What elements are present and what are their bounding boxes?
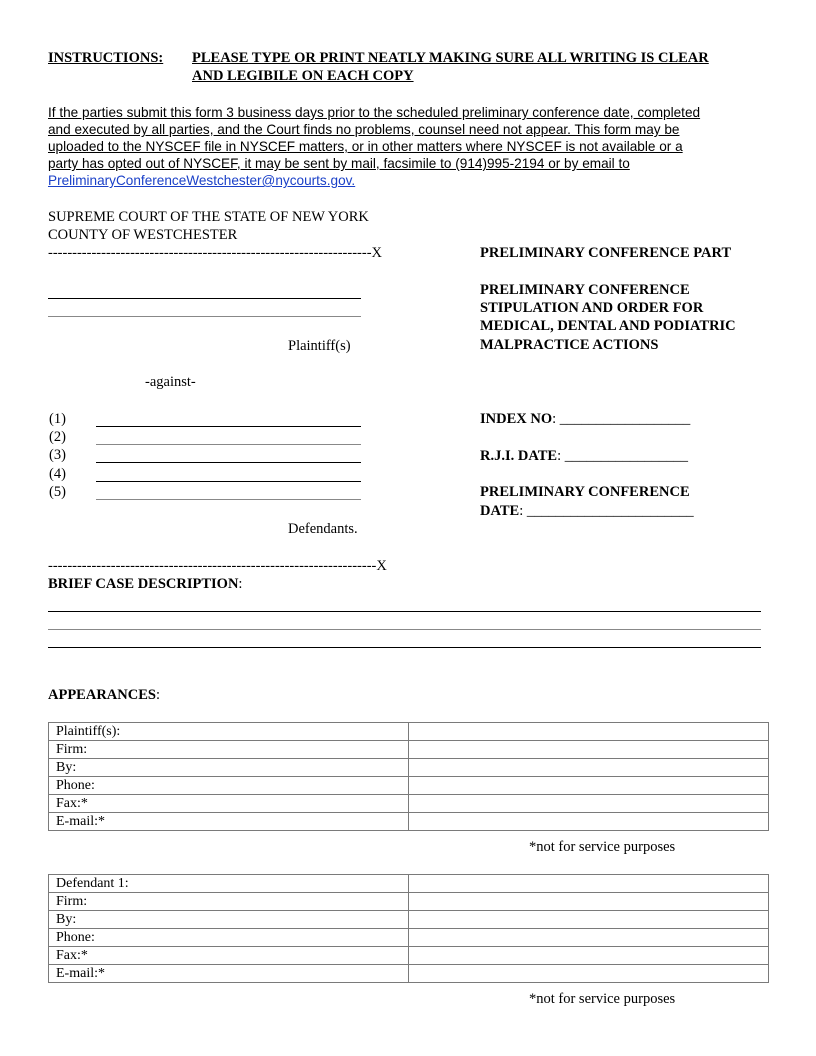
court-name: SUPREME COURT OF THE STATE OF NEW YORK — [48, 209, 369, 225]
defendant-firm-label: Firm: — [49, 893, 409, 911]
defendant-line-4[interactable] — [96, 481, 361, 482]
plaintiff-name-line-1[interactable] — [48, 298, 361, 299]
plaintiff-appearance-table — [48, 722, 769, 831]
plaintiff-email-cell[interactable] — [409, 813, 769, 831]
defendant-appearance-table — [48, 874, 769, 983]
defendant-fax-label: Fax:* — [49, 947, 409, 965]
instructions-line-1: PLEASE TYPE OR PRINT NEATLY MAKING SURE ALL WRITING IS CLEAR — [192, 50, 709, 66]
defendant-phone-cell[interactable] — [409, 929, 769, 947]
table-row — [49, 965, 769, 983]
table-row — [49, 893, 769, 911]
defendant-number-5: (5) — [49, 484, 66, 500]
court-email-link[interactable]: PreliminaryConferenceWestchester@nycourts.gov. — [48, 173, 356, 188]
defendant-by-cell[interactable] — [409, 911, 769, 929]
notice-line-1: If the parties submit this form 3 business days prior to the scheduled preliminary conference date, completed — [48, 105, 701, 120]
case-description-line-1[interactable] — [48, 611, 761, 612]
caption-divider-top: -------------------------------------------------------------------X — [48, 245, 382, 261]
defendant-line-2[interactable] — [96, 444, 361, 445]
plaintiff-firm-label: Firm: — [49, 741, 409, 759]
defendants-label: Defendants. — [288, 521, 358, 537]
case-description-line-3[interactable] — [48, 647, 761, 648]
notice-line-4: party has opted out of NYSCEF, it may be sent by mail, facsimile to (914)995-2194 or by email to — [48, 156, 630, 171]
plaintiff-by-label: By: — [49, 759, 409, 777]
appearances-label: APPEARANCES — [48, 687, 156, 703]
defendant-phone-label: Phone: — [49, 929, 409, 947]
rji-date-blank: : _________________ — [557, 448, 688, 464]
plaintiff-fax-label: Fax:* — [49, 795, 409, 813]
case-description-line-2[interactable] — [48, 629, 761, 630]
notice-line-2: and executed by all parties, and the Court finds no problems, counsel need not appear. This form may be — [48, 122, 680, 137]
stipulation-title-line-1: PRELIMINARY CONFERENCE — [480, 282, 690, 298]
defendant-fax-cell[interactable] — [409, 947, 769, 965]
stipulation-title-line-4: MALPRACTICE ACTIONS — [480, 337, 659, 353]
table-row — [49, 723, 769, 741]
defendant-by-label: By: — [49, 911, 409, 929]
county-name: COUNTY OF WESTCHESTER — [48, 227, 238, 243]
conference-date-label-line-1: PRELIMINARY CONFERENCE — [480, 484, 690, 500]
brief-case-description-heading — [48, 576, 242, 593]
conference-date-blank: : _______________________ — [519, 503, 694, 519]
plaintiff-firm-cell[interactable] — [409, 741, 769, 759]
defendant-number-1: (1) — [49, 411, 66, 427]
table-row — [49, 741, 769, 759]
appearances-heading — [48, 687, 160, 704]
table-row — [49, 813, 769, 831]
defendant-footnote: *not for service purposes — [529, 991, 676, 1007]
plaintiff-phone-cell[interactable] — [409, 777, 769, 795]
defendant-line-1[interactable] — [96, 426, 361, 427]
table-row — [49, 911, 769, 929]
defendant-line-5[interactable] — [96, 499, 361, 500]
plaintiff-name-line-2[interactable] — [48, 316, 361, 317]
brief-case-description-colon: : — [238, 576, 243, 592]
table-row — [49, 777, 769, 795]
conference-date-label: DATE — [480, 503, 520, 519]
defendant-line-3[interactable] — [96, 462, 361, 463]
plaintiff-name-cell[interactable] — [409, 723, 769, 741]
stipulation-title-line-3: MEDICAL, DENTAL AND PODIATRIC — [480, 318, 736, 334]
stipulation-title-line-2: STIPULATION AND ORDER FOR — [480, 300, 704, 316]
plaintiff-fax-cell[interactable] — [409, 795, 769, 813]
index-number-field[interactable] — [480, 411, 690, 428]
against-label: -against- — [145, 374, 196, 390]
table-row — [49, 947, 769, 965]
plaintiff-email-label: E-mail:* — [49, 813, 409, 831]
defendant-name-cell[interactable] — [409, 875, 769, 893]
plaintiff-phone-label: Phone: — [49, 777, 409, 795]
rji-date-label: R.J.I. DATE — [480, 448, 558, 464]
conference-date-field[interactable] — [480, 503, 694, 520]
defendant-name-label: Defendant 1: — [49, 875, 409, 893]
instructions-line-2: AND LEGIBILE ON EACH COPY — [192, 68, 414, 84]
defendant-number-3: (3) — [49, 447, 66, 463]
index-number-label: INDEX NO — [480, 411, 553, 427]
table-row — [49, 875, 769, 893]
instructions-label: INSTRUCTIONS: — [48, 50, 164, 66]
defendant-number-2: (2) — [49, 429, 66, 445]
table-row — [49, 929, 769, 947]
table-row — [49, 759, 769, 777]
table-row — [49, 795, 769, 813]
brief-case-description-label: BRIEF CASE DESCRIPTION — [48, 576, 239, 592]
defendant-firm-cell[interactable] — [409, 893, 769, 911]
caption-divider-bottom: --------------------------------------------------------------------X — [48, 558, 387, 574]
part-title: PRELIMINARY CONFERENCE PART — [480, 245, 732, 261]
plaintiff-label: Plaintiff(s) — [288, 338, 351, 354]
index-number-blank: : __________________ — [552, 411, 691, 427]
defendant-email-label: E-mail:* — [49, 965, 409, 983]
appearances-colon: : — [155, 687, 160, 703]
rji-date-field[interactable] — [480, 448, 688, 465]
defendant-email-cell[interactable] — [409, 965, 769, 983]
plaintiff-footnote: *not for service purposes — [529, 839, 676, 855]
notice-line-3: uploaded to the NYSCEF file in NYSCEF matters, or in other matters where NYSCEF is not available or a — [48, 139, 683, 154]
plaintiff-name-label: Plaintiff(s): — [49, 723, 409, 741]
plaintiff-by-cell[interactable] — [409, 759, 769, 777]
defendant-number-4: (4) — [49, 466, 66, 482]
